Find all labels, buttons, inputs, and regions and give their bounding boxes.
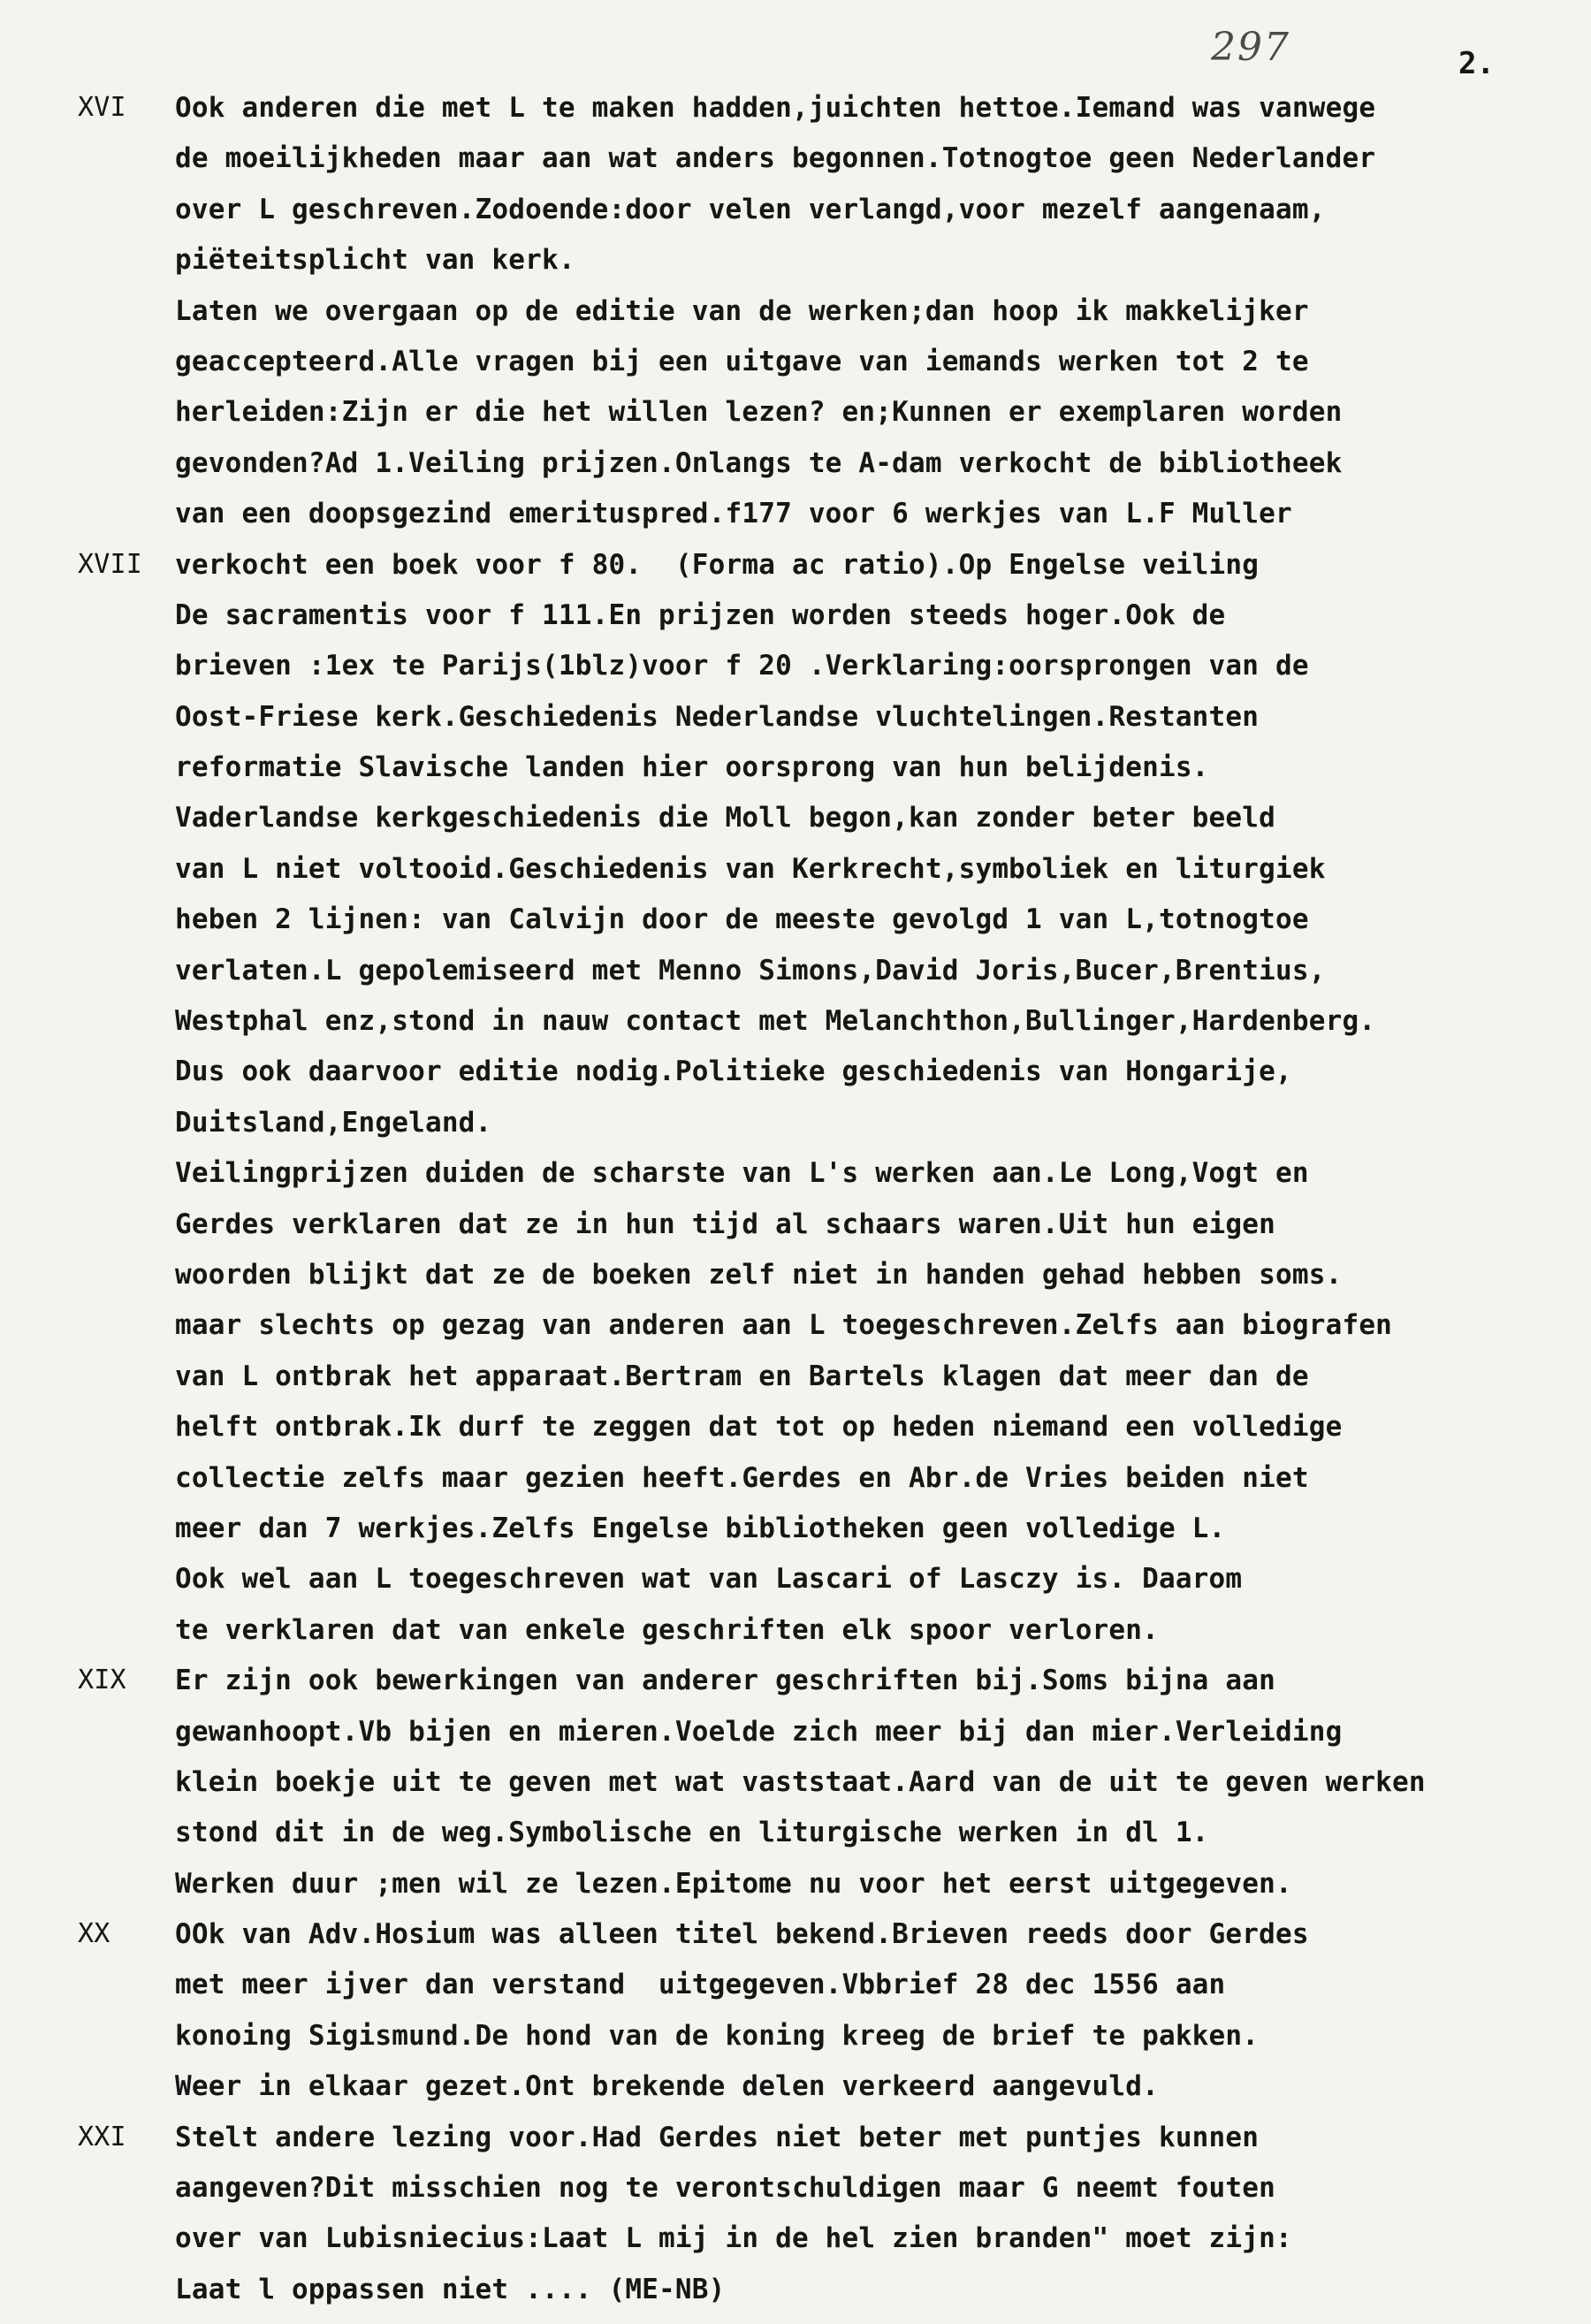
line-text: Stelt andere lezing voor.Had Gerdes niet beter met puntjes kunnen (175, 2121, 1260, 2153)
section-marker: XIX (78, 1665, 126, 1696)
line-text: helft ontbrak.Ik durf te zeggen dat tot op heden niemand een volledige (175, 1411, 1343, 1444)
page-number: 2. (1458, 46, 1495, 81)
text-line (0, 955, 1591, 1005)
line-text: konoing Sigismund.De hond van de koning kreeg de brief te pakken. (175, 2019, 1260, 2052)
line-text: Werken duur ;men wil ze lezen.Epitome nu voor het eerst uitgegeven. (175, 1867, 1292, 1900)
line-text: piëteitsplicht van kerk. (175, 244, 575, 277)
text-line (0, 1969, 1591, 2019)
text-line (0, 802, 1591, 852)
line-text: over L geschreven.Zodoende:door velen verlangd,voor mezelf aangenaam, (175, 193, 1326, 225)
text-line (0, 1665, 1591, 1715)
line-text: Oost-Friese kerk.Geschiedenis Nederlandse vluchtelingen.Restanten (175, 700, 1260, 733)
text-line (0, 1055, 1591, 1106)
line-text: verkocht een boek voor f 80. (Forma ac ratio).Op Engelse veiling (175, 548, 1260, 581)
text-line (0, 1563, 1591, 1613)
text-line (0, 2172, 1591, 2222)
text-line (0, 1766, 1591, 1817)
line-text: Weer in elkaar gezet.Ont brekende delen verkeerd aangevuld. (175, 2070, 1159, 2103)
line-text: Ook wel aan L toegeschreven wat van Lascari of Lasczy is. Daarom (175, 1563, 1243, 1596)
section-marker: XXI (78, 2121, 126, 2153)
line-text: gevonden?Ad 1.Veiling prijzen.Onlangs te A-dam verkocht de bibliotheek (175, 446, 1343, 479)
line-text: gewanhoopt.Vb bijen en mieren.Voelde zich meer bij dan mier.Verleiding (175, 1715, 1343, 1748)
text-line (0, 1005, 1591, 1055)
text-line (0, 1918, 1591, 1969)
text-line (0, 1360, 1591, 1411)
text-line (0, 1157, 1591, 1208)
text-line (0, 2274, 1591, 2324)
line-text: heben 2 lijnen: van Calvijn door de meeste gevolgd 1 van L,totnogtoe (175, 903, 1309, 936)
text-line (0, 701, 1591, 751)
line-text: meer dan 7 werkjes.Zelfs Engelse bibliotheken geen volledige L. (175, 1512, 1226, 1544)
line-text: Ook anderen die met L te maken hadden,juichten hettoe.Iemand was vanwege (175, 92, 1376, 124)
text-line (0, 447, 1591, 498)
text-line (0, 1614, 1591, 1665)
text-line (0, 1309, 1591, 1360)
text-line (0, 2122, 1591, 2172)
line-text: Laat l oppassen niet .... (ME-NB) (175, 2273, 726, 2305)
text-line (0, 194, 1591, 244)
section-marker: XVI (78, 92, 126, 123)
line-text: Duitsland,Engeland. (175, 1106, 492, 1139)
line-text: de moeilijkheden maar aan wat anders begonnen.Totnogtoe geen Nederlander (175, 142, 1376, 175)
text-line (0, 244, 1591, 294)
text-line (0, 142, 1591, 193)
line-text: te verklaren dat van enkele geschriften elk spoor verloren. (175, 1613, 1159, 1646)
section-marker: XX (78, 1918, 110, 1950)
line-text: van een doopsgezind emerituspred.f177 voor 6 werkjes van L.F Muller (175, 498, 1292, 530)
text-line (0, 1259, 1591, 1309)
text-line (0, 2222, 1591, 2273)
text-line (0, 1716, 1591, 1766)
line-text: brieven :1ex te Parijs(1blz)voor f 20 .Verklaring:oorsprongen van de (175, 650, 1309, 682)
line-text: over van Lubisniecius:Laat L mij in de hel zien branden" moet zijn: (175, 2222, 1292, 2255)
line-text: herleiden:Zijn er die het willen lezen? en;Kunnen er exemplaren worden (175, 396, 1343, 429)
text-line (0, 1817, 1591, 1867)
line-text: aangeven?Dit misschien nog te verontschuldigen maar G neemt fouten (175, 2172, 1275, 2205)
text-line (0, 599, 1591, 650)
line-text: Gerdes verklaren dat ze in hun tijd al schaars waren.Uit hun eigen (175, 1208, 1275, 1240)
line-text: Er zijn ook bewerkingen van anderer geschriften bij.Soms bijna aan (175, 1665, 1275, 1697)
text-line (0, 1868, 1591, 1918)
text-line (0, 1462, 1591, 1513)
text-line (0, 2070, 1591, 2121)
line-text: Dus ook daarvoor editie nodig.Politieke geschiedenis van Hongarije, (175, 1055, 1292, 1088)
line-text: met meer ijver dan verstand uitgegeven.Vbbrief 28 dec 1556 aan (175, 1969, 1226, 2001)
section-marker: XVII (78, 548, 143, 580)
text-line (0, 853, 1591, 903)
line-text: stond dit in de weg.Symbolische en liturgische werken in dl 1. (175, 1817, 1209, 1849)
line-text: reformatie Slavische landen hier oorsprong van hun belijdenis. (175, 751, 1209, 784)
text-line (0, 903, 1591, 954)
line-text: Laten we overgaan op de editie van de werken;dan hoop ik makkelijker (175, 294, 1309, 327)
line-text: Westphal enz,stond in nauw contact met Melanchthon,Bullinger,Hardenberg. (175, 1005, 1376, 1038)
text-line (0, 346, 1591, 396)
text-line (0, 2020, 1591, 2070)
line-text: klein boekje uit te geven met wat vaststaat.Aard van de uit te geven werken (175, 1765, 1426, 1798)
handwritten-folio-number: 297 (1211, 25, 1290, 70)
text-line (0, 1513, 1591, 1563)
text-line (0, 295, 1591, 346)
text-line (0, 751, 1591, 802)
line-text: van L niet voltooid.Geschiedenis van Kerkrecht,symboliek en liturgiek (175, 852, 1326, 885)
line-text: geaccepteerd.Alle vragen bij een uitgave van iemands werken tot 2 te (175, 345, 1309, 377)
line-text: woorden blijkt dat ze de boeken zelf niet in handen gehad hebben soms. (175, 1258, 1343, 1291)
text-line (0, 1208, 1591, 1259)
text-line (0, 549, 1591, 599)
text-line (0, 396, 1591, 446)
line-text: van L ontbrak het apparaat.Bertram en Bartels klagen dat meer dan de (175, 1360, 1309, 1392)
text-line (0, 1411, 1591, 1461)
line-text: Veilingprijzen duiden de scharste van L's werken aan.Le Long,Vogt en (175, 1157, 1309, 1190)
line-text: maar slechts op gezag van anderen aan L toegeschreven.Zelfs aan biografen (175, 1309, 1393, 1342)
text-line (0, 498, 1591, 548)
text-line (0, 92, 1591, 142)
line-text: Vaderlandse kerkgeschiedenis die Moll begon,kan zonder beter beeld (175, 802, 1275, 834)
line-text: OOk van Adv.Hosium was alleen titel bekend.Brieven reeds door Gerdes (175, 1918, 1309, 1951)
text-line (0, 1107, 1591, 1157)
line-text: collectie zelfs maar gezien heeft.Gerdes en Abr.de Vries beiden niet (175, 1461, 1309, 1494)
line-text: verlaten.L gepolemiseerd met Menno Simons,David Joris,Bucer,Brentius, (175, 954, 1326, 987)
line-text: De sacramentis voor f 111.En prijzen worden steeds hoger.Ook de (175, 598, 1226, 631)
typescript-body (0, 92, 1591, 2324)
text-line (0, 650, 1591, 700)
